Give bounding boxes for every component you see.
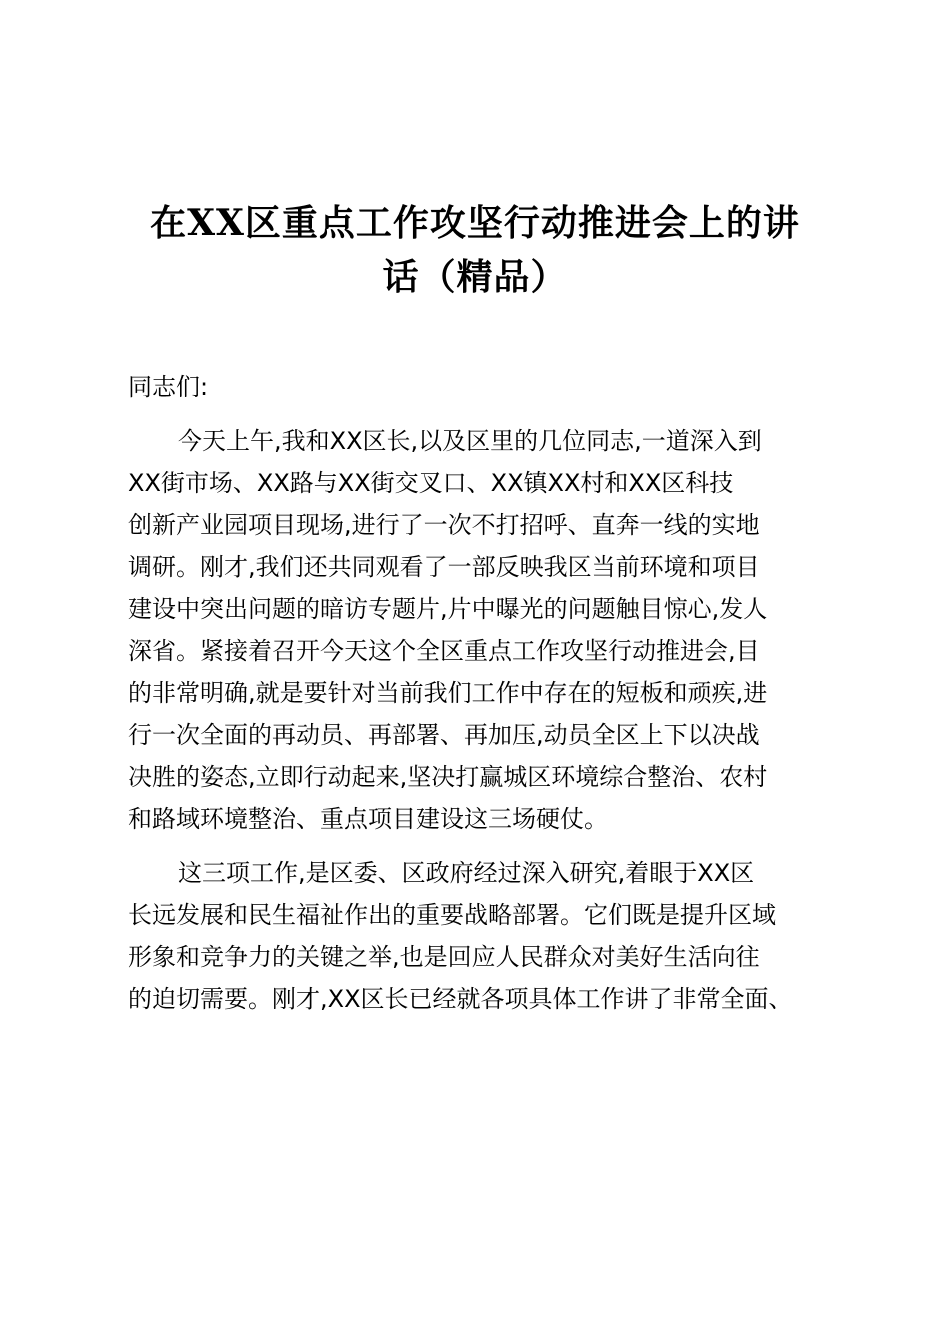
paragraph-line: 今天上午,我和XX区长,以及区里的几位同志,一道深入到	[178, 427, 762, 455]
paragraph-line: 调研。刚才,我们还共同观看了一部反映我区当前环境和项目	[128, 553, 760, 581]
document-body	[128, 366, 828, 1032]
paragraph	[128, 852, 828, 1020]
paragraph-line: XX街市场、XX路与XX街交叉口、XX镇XX村和XX区科技	[128, 469, 734, 497]
paragraph-line: 形象和竞争力的关键之举,也是回应人民群众对美好生活向往	[128, 943, 760, 971]
paragraph-line: 建设中突出问题的暗访专题片,片中曝光的问题触目惊心,发人	[128, 595, 768, 623]
document-title	[128, 196, 822, 304]
paragraph-line: 的非常明确,就是要针对当前我们工作中存在的短板和顽疾,进	[128, 679, 768, 707]
salutation: 同志们:	[128, 373, 209, 401]
paragraph-line: 创新产业园项目现场,进行了一次不打招呼、直奔一线的实地	[128, 511, 760, 539]
paragraph-line: 深省。紧接着召开今天这个全区重点工作攻坚行动推进会,目	[128, 637, 760, 665]
paragraph-line: 和路域环境整治、重点项目建设这三场硬仗。	[128, 805, 608, 833]
paragraph-line: 长远发展和民生福祉作出的重要战略部署。它们既是提升区域	[128, 901, 776, 929]
title-line: 话（精品）	[382, 256, 568, 298]
title-line: 在XX区重点工作攻坚行动推进会上的讲	[150, 202, 800, 244]
paragraph-line: 决胜的姿态,立即行动起来,坚决打赢城区环境综合整治、农村	[128, 763, 768, 791]
paragraph-line: 这三项工作,是区委、区政府经过深入研究,着眼于XX区	[178, 859, 755, 887]
paragraph	[128, 420, 828, 840]
paragraph-line: 行一次全面的再动员、再部署、再加压,动员全区上下以决战	[128, 721, 760, 749]
paragraph-line: 的迫切需要。刚才,XX区长已经就各项具体工作讲了非常全面、	[128, 985, 793, 1013]
